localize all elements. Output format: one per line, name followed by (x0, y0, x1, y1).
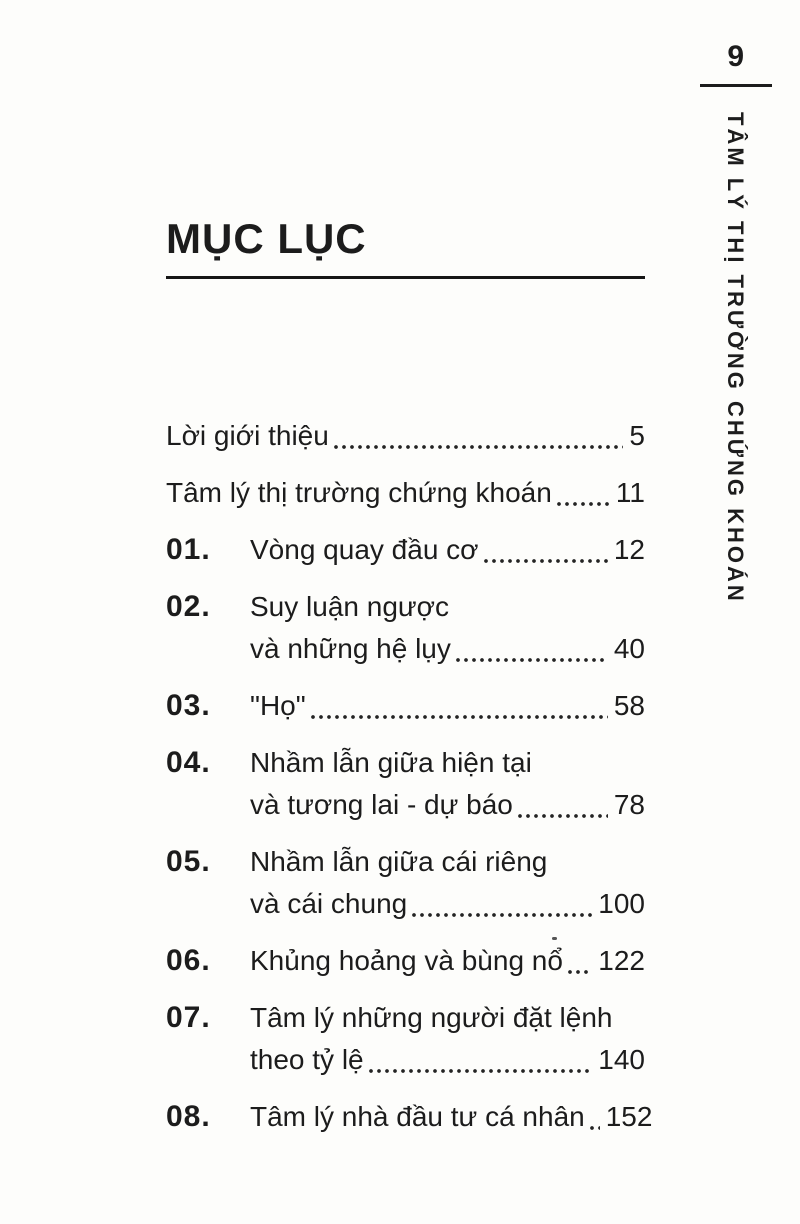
entry-line (250, 742, 645, 784)
running-title-vertical: TÂM LÝ THỊ TRƯỜNG CHỨNG KHOÁN (723, 112, 748, 604)
entry-page-number: 122 (598, 945, 645, 976)
entry-line (166, 472, 645, 514)
entry-line (250, 529, 645, 571)
toc-entry (166, 841, 645, 925)
entry-title-text: Nhầm lẫn giữa hiện tại (250, 747, 532, 778)
toc-entry (166, 940, 645, 982)
entry-line (250, 883, 645, 925)
chapter-number: 06. (166, 944, 211, 977)
dot-leader (369, 1069, 593, 1073)
chapter-number: 01. (166, 533, 211, 566)
entry-title-text: "Họ" (250, 690, 306, 721)
entry-page-number: 140 (598, 1044, 645, 1075)
entry-body (250, 940, 645, 982)
toc-entry (166, 685, 645, 727)
entry-line (250, 940, 645, 982)
entry-page-number: 5 (629, 420, 645, 451)
toc-entry (166, 415, 645, 457)
toc-entry (166, 472, 645, 514)
entry-line (166, 415, 645, 457)
entry-line (250, 841, 645, 883)
entry-title-text: và tương lai - dự báo (250, 789, 513, 820)
entry-line (250, 1039, 645, 1081)
entry-page-number: 12 (613, 534, 645, 565)
entry-page-number: 11 (615, 477, 645, 508)
entry-title-text: Khủng hoảng và bùng nổ (250, 945, 563, 976)
entry-page-number: 152 (605, 1101, 653, 1132)
dot-leader (484, 559, 608, 563)
dot-leader (590, 1126, 600, 1130)
entry-body (250, 1096, 653, 1138)
entry-line (250, 1096, 653, 1138)
toc-entry (166, 529, 645, 571)
chapter-number: 07. (166, 1001, 211, 1034)
dot-leader (557, 502, 610, 506)
folio-block (700, 38, 772, 87)
entry-body (166, 415, 645, 457)
entry-body (250, 586, 645, 670)
entry-title-text: và cái chung (250, 888, 408, 919)
entry-line (250, 997, 645, 1039)
entry-title-text: Tâm lý thị trường chứng khoán (166, 477, 552, 508)
entry-line (250, 685, 645, 727)
entry-page-number: 100 (598, 888, 645, 919)
entry-title-text: Tâm lý nhà đầu tư cá nhân (250, 1101, 585, 1132)
entry-title-text: Vòng quay đầu cơ (250, 534, 479, 565)
chapter-number: 08. (166, 1100, 211, 1133)
entry-body (250, 841, 645, 925)
scan-speck-artifact (552, 937, 557, 940)
dot-leader (456, 658, 608, 662)
entry-line (250, 784, 645, 826)
entry-body (250, 742, 645, 826)
dot-leader (334, 445, 624, 449)
page-title: MỤC LỤC (166, 215, 367, 262)
entry-body (166, 472, 645, 514)
chapter-number: 03. (166, 689, 211, 722)
folio-number: 9 (727, 40, 745, 73)
entry-body (250, 685, 645, 727)
dot-leader (568, 970, 592, 974)
toc-list (166, 415, 653, 1153)
toc-entry (166, 742, 645, 826)
entry-line (250, 586, 645, 628)
title-block (166, 214, 645, 279)
entry-page-number: 40 (613, 633, 645, 664)
entry-title-text: Suy luận ngược (250, 591, 449, 622)
entry-line (250, 628, 645, 670)
entry-page-number: 78 (613, 789, 645, 820)
entry-title-text: Tâm lý những người đặt lệnh (250, 1002, 613, 1033)
chapter-number: 02. (166, 590, 211, 623)
entry-title-text: và những hệ lụy (250, 633, 451, 664)
entry-title-text: Nhầm lẫn giữa cái riêng (250, 846, 548, 877)
chapter-number: 05. (166, 845, 211, 878)
toc-entry (166, 1096, 653, 1138)
chapter-number: 04. (166, 746, 211, 779)
entry-body (250, 529, 645, 571)
entry-page-number: 58 (613, 690, 645, 721)
toc-entry (166, 586, 645, 670)
entry-title-text: theo tỷ lệ (250, 1044, 364, 1075)
entry-title-text: Lời giới thiệu (166, 420, 329, 451)
dot-leader (412, 913, 592, 917)
entry-body (250, 997, 645, 1081)
dot-leader (518, 814, 608, 818)
toc-entry (166, 997, 645, 1081)
dot-leader (311, 715, 608, 719)
